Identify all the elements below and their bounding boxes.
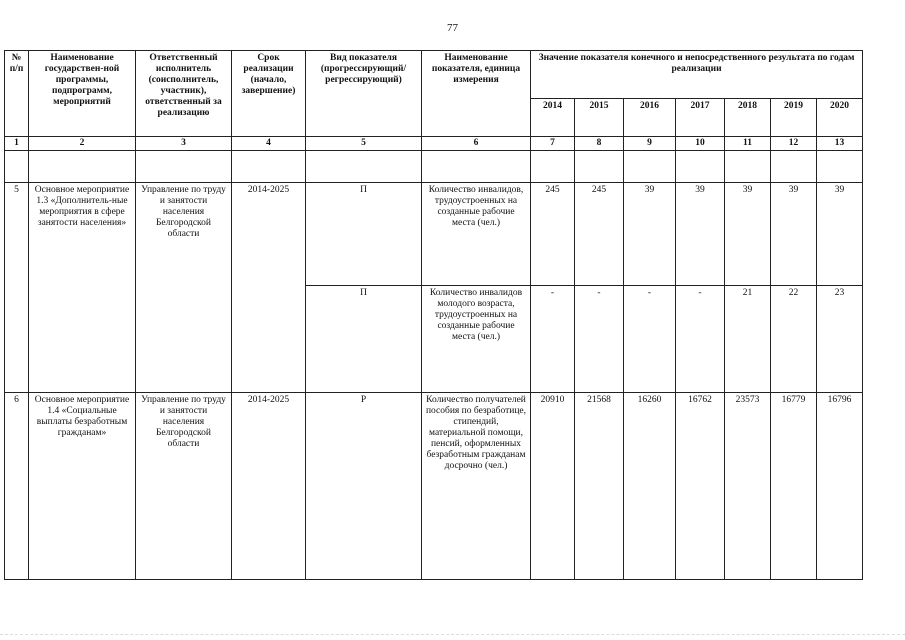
indicator-name: Количество инвалидов молодого возраста, трудоустроенных на созданные рабочие места (чел.) <box>422 286 531 393</box>
column-number: 10 <box>676 137 725 151</box>
column-number: 11 <box>725 137 771 151</box>
indicator-value: - <box>624 286 676 393</box>
indicator-value: - <box>575 286 624 393</box>
header-values: Значение показателя конечного и непосредственного результата по годам реализации <box>531 51 863 99</box>
year-header: 2016 <box>624 99 676 137</box>
column-number: 8 <box>575 137 624 151</box>
indicator-type: П <box>306 183 422 286</box>
indicator-value: 23 <box>817 286 863 393</box>
indicator-value: 39 <box>771 183 817 286</box>
year-header: 2019 <box>771 99 817 137</box>
header-indicator-type: Вид показателя (прогрессирующий/ регрессирующий) <box>306 51 422 137</box>
column-number: 2 <box>29 137 136 151</box>
column-number: 5 <box>306 137 422 151</box>
table-row <box>5 183 863 286</box>
indicator-value: 21 <box>725 286 771 393</box>
indicator-value: 23573 <box>725 393 771 580</box>
indicators-table <box>4 50 863 580</box>
table-row <box>5 393 863 580</box>
column-number: 9 <box>624 137 676 151</box>
row-name: Основное мероприятие 1.4 «Социальные выплаты безработным гражданам» <box>29 393 136 580</box>
indicator-value: 21568 <box>575 393 624 580</box>
indicator-type: П <box>306 286 422 393</box>
indicator-value: - <box>676 286 725 393</box>
column-number: 7 <box>531 137 575 151</box>
year-header: 2018 <box>725 99 771 137</box>
scan-edge-divider <box>0 634 905 638</box>
column-number: 4 <box>232 137 306 151</box>
indicator-value: - <box>531 286 575 393</box>
indicator-value: 39 <box>624 183 676 286</box>
indicator-value: 39 <box>725 183 771 286</box>
indicator-value: 245 <box>575 183 624 286</box>
header-responsible: Ответственный исполнитель (соисполнитель, участник), ответственный за реализацию <box>136 51 232 137</box>
indicator-value: 16779 <box>771 393 817 580</box>
indicator-value: 20910 <box>531 393 575 580</box>
year-header: 2017 <box>676 99 725 137</box>
page-number: 77 <box>447 22 458 34</box>
row-term: 2014-2025 <box>232 393 306 580</box>
column-number: 12 <box>771 137 817 151</box>
header-num: № п/п <box>5 51 29 137</box>
indicator-value: 245 <box>531 183 575 286</box>
indicator-value: 16260 <box>624 393 676 580</box>
blank-row <box>5 151 863 183</box>
year-header: 2014 <box>531 99 575 137</box>
row-term: 2014-2025 <box>232 183 306 393</box>
row-num: 6 <box>5 393 29 580</box>
row-name: Основное мероприятие 1.3 «Дополнитель-ные мероприятия в сфере занятости населения» <box>29 183 136 393</box>
indicator-value: 39 <box>817 183 863 286</box>
indicator-value: 16762 <box>676 393 725 580</box>
header-indicator-name: Наименование показателя, единица измерения <box>422 51 531 137</box>
row-num: 5 <box>5 183 29 393</box>
indicator-value: 16796 <box>817 393 863 580</box>
indicator-name: Количество получателей пособия по безработице, стипендий, материальной помощи, пенсий, оформленных безработным гражданам досрочно (чел.) <box>422 393 531 580</box>
indicator-name: Количество инвалидов, трудоустроенных на созданные рабочие места (чел.) <box>422 183 531 286</box>
year-header: 2020 <box>817 99 863 137</box>
header-term: Срок реализации (начало, завершение) <box>232 51 306 137</box>
column-number: 3 <box>136 137 232 151</box>
indicator-value: 22 <box>771 286 817 393</box>
column-numbers-row <box>5 137 863 151</box>
column-number: 13 <box>817 137 863 151</box>
indicator-value: 39 <box>676 183 725 286</box>
header-row <box>5 51 863 99</box>
row-responsible: Управление по труду и занятости населения Белгородской области <box>136 393 232 580</box>
column-number: 1 <box>5 137 29 151</box>
year-header: 2015 <box>575 99 624 137</box>
column-number: 6 <box>422 137 531 151</box>
indicator-type: Р <box>306 393 422 580</box>
header-name: Наименование государствен-ной программы, подпрограмм, мероприятий <box>29 51 136 137</box>
row-responsible: Управление по труду и занятости населения Белгородской области <box>136 183 232 393</box>
